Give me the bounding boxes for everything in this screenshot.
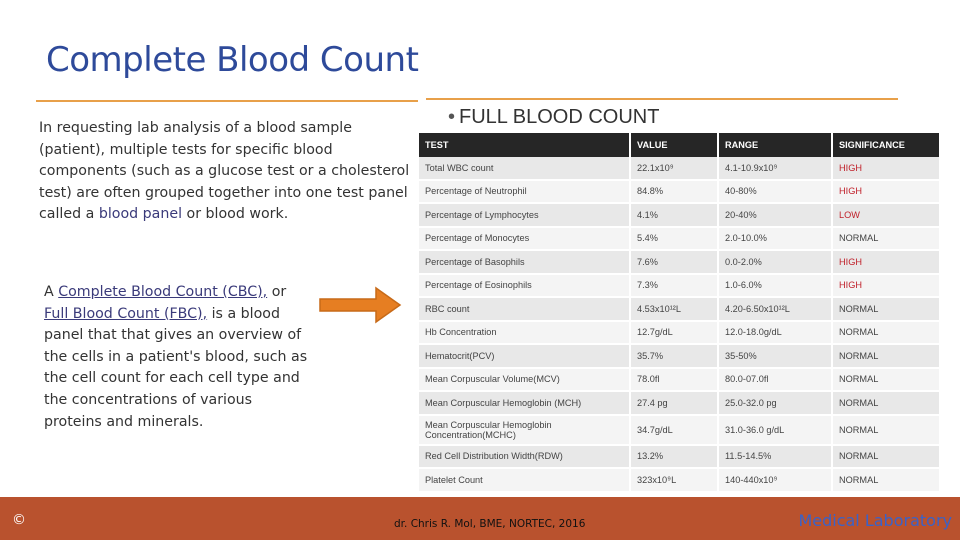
cell-range: 40-80% — [718, 180, 832, 204]
cell-range: 20-40% — [718, 203, 832, 227]
cell-value: 84.8% — [630, 180, 718, 204]
cell-significance: HIGH — [832, 157, 940, 180]
cell-test: Percentage of Lymphocytes — [419, 203, 630, 227]
cell-test: Percentage of Monocytes — [419, 227, 630, 251]
cell-test: Percentage of Basophils — [419, 250, 630, 274]
table-row — [419, 368, 940, 392]
table-row — [419, 227, 940, 251]
cell-range: 25.0-32.0 pg — [718, 391, 832, 415]
cell-significance: NORMAL — [832, 415, 940, 445]
cell-significance: NORMAL — [832, 344, 940, 368]
cell-range: 4.20-6.50x10¹²L — [718, 297, 832, 321]
cell-range: 35-50% — [718, 344, 832, 368]
cell-test: Hematocrit(PCV) — [419, 344, 630, 368]
cell-value: 4.1% — [630, 203, 718, 227]
cbc-link[interactable]: Complete Blood Count (CBC), — [58, 284, 268, 300]
footer-credit: dr. Chris R. Mol, BME, NORTEC, 2016 — [394, 518, 586, 530]
cell-range: 31.0-36.0 g/dL — [718, 415, 832, 445]
cell-significance: NORMAL — [832, 227, 940, 251]
intro-text-before: In requesting lab analysis of a blood sample (patient), multiple tests for specific blood components (such as a glucose test or a cholesterol test) are often grouped together into one test panel called a — [39, 120, 410, 222]
table-row — [419, 391, 940, 415]
table-row — [419, 157, 940, 180]
cell-value: 4.53x10¹²L — [630, 297, 718, 321]
cell-significance: HIGH — [832, 274, 940, 298]
cbc-text-c: is a blood panel that that gives an overview of the cells in a patient's blood, such as the cell count for each cell type and the concentrations of various proteins and minerals. — [44, 305, 308, 430]
col-header-value: VALUE — [630, 133, 718, 157]
table-row — [419, 445, 940, 469]
title-underline — [36, 100, 418, 102]
cell-significance: NORMAL — [832, 468, 940, 492]
cell-value: 78.0fl — [630, 368, 718, 392]
table-row — [419, 344, 940, 368]
table-row — [419, 415, 940, 445]
copyright-icon: © — [12, 512, 26, 528]
cell-range: 11.5-14.5% — [718, 445, 832, 469]
slide-title: Complete Blood Count — [46, 40, 419, 80]
cell-value: 27.4 pg — [630, 391, 718, 415]
cell-value: 7.6% — [630, 250, 718, 274]
cell-range: 12.0-18.0g/dL — [718, 321, 832, 345]
intro-paragraph — [39, 118, 419, 226]
table-row — [419, 203, 940, 227]
cell-significance: NORMAL — [832, 391, 940, 415]
cell-value: 5.4% — [630, 227, 718, 251]
table-row — [419, 274, 940, 298]
table-row — [419, 297, 940, 321]
cell-value: 13.2% — [630, 445, 718, 469]
cell-value: 323x10⁹L — [630, 468, 718, 492]
table-row — [419, 468, 940, 492]
bullet-icon: • — [448, 106, 456, 128]
fbc-link[interactable]: Full Blood Count (FBC), — [44, 305, 208, 322]
cell-significance: HIGH — [832, 180, 940, 204]
col-header-range: RANGE — [718, 133, 832, 157]
cbc-paragraph — [44, 282, 314, 433]
cell-range: 0.0-2.0% — [718, 250, 832, 274]
col-header-significance: SIGNIFICANCE — [832, 133, 940, 157]
table-row — [419, 321, 940, 345]
cell-test: Mean Corpuscular Volume(MCV) — [419, 368, 630, 392]
table-row — [419, 250, 940, 274]
table-row — [419, 180, 940, 204]
cell-value: 34.7g/dL — [630, 415, 718, 445]
cell-value: 12.7g/dL — [630, 321, 718, 345]
intro-text-after: or blood work. — [182, 206, 289, 222]
full-blood-count-table — [419, 133, 941, 493]
cbc-text-a: A — [44, 284, 59, 300]
blood-panel-term: blood panel — [98, 206, 183, 222]
cell-test: Red Cell Distribution Width(RDW) — [419, 445, 630, 469]
cell-value: 7.3% — [630, 274, 718, 298]
cell-test: Percentage of Eosinophils — [419, 274, 630, 298]
col-header-test: TEST — [419, 133, 630, 157]
cell-test: Percentage of Neutrophil — [419, 180, 630, 204]
cell-test: RBC count — [419, 297, 630, 321]
cell-significance: HIGH — [832, 250, 940, 274]
cell-significance: NORMAL — [832, 321, 940, 345]
cell-test: Mean Corpuscular Hemoglobin (MCH) — [419, 391, 630, 415]
cell-significance: NORMAL — [832, 297, 940, 321]
footer-brand: Medical Laboratory — [798, 511, 952, 530]
cell-significance: NORMAL — [832, 368, 940, 392]
cell-range: 2.0-10.0% — [718, 227, 832, 251]
cell-significance: LOW — [832, 203, 940, 227]
cell-test: Total WBC count — [419, 157, 630, 180]
table-divider — [426, 98, 898, 100]
cell-test: Mean Corpuscular Hemoglobin Concentration(MCHC) — [419, 415, 630, 445]
fbc-heading — [448, 106, 659, 129]
right-arrow-icon — [318, 286, 402, 324]
cell-value: 22.1x10⁹ — [630, 157, 718, 180]
cell-test: Hb Concentration — [419, 321, 630, 345]
cell-range: 4.1-10.9x10⁹ — [718, 157, 832, 180]
cell-range: 1.0-6.0% — [718, 274, 832, 298]
cell-range: 80.0-07.0fl — [718, 368, 832, 392]
cell-range: 140-440x10⁹ — [718, 468, 832, 492]
table-body — [419, 157, 940, 492]
cbc-text-b: or — [267, 284, 287, 300]
table-header-row — [419, 133, 940, 157]
fbc-title: FULL BLOOD COUNT — [459, 106, 660, 128]
cell-test: Platelet Count — [419, 468, 630, 492]
cell-significance: NORMAL — [832, 445, 940, 469]
cell-value: 35.7% — [630, 344, 718, 368]
